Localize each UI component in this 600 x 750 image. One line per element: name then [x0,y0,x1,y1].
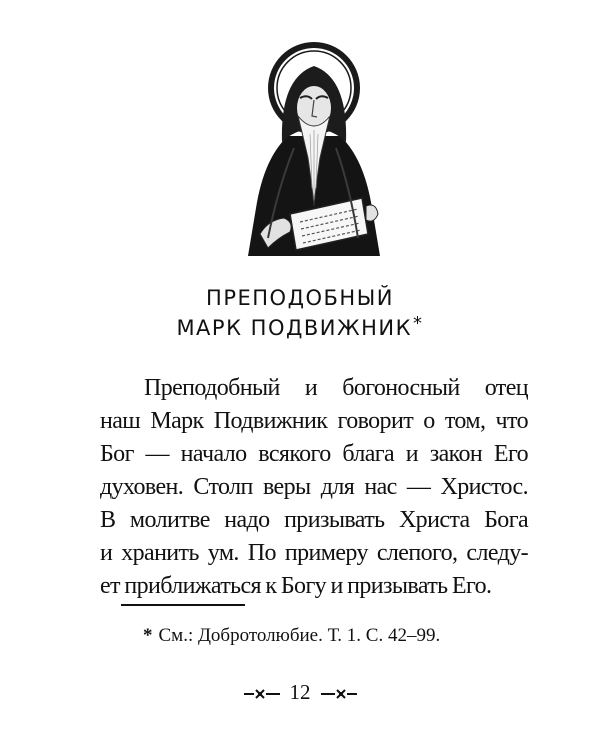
paragraph-line: и хранить ум. По примеру слепого, следу- [100,540,528,566]
left-ornament-icon [242,688,282,700]
paragraph-line: духовен. Столп веры для нас — Христос. [100,474,528,500]
paragraph-line: Преподобный и богоносный отец [144,375,528,401]
body-paragraph [100,372,528,603]
saint-icon [238,38,388,256]
title-text-2: МАРК ПОДВИЖНИК [176,316,413,340]
footnote-text: См.: Добротолюбие. Т. 1. С. 42–99. [158,625,441,646]
footnote-star: * [143,625,153,646]
footnote-divider [121,604,245,606]
page-number: 12 [289,680,311,704]
paragraph-line: В молитве надо призывать Христа Бога [100,507,528,533]
title-line-2 [0,313,600,343]
paragraph-line: ет приближаться к Богу и призывать Его. [100,573,492,599]
title-line-1 [0,283,600,313]
footnote [143,624,440,648]
paragraph-line: Бог — начало всякого блага и закон Его [100,441,528,467]
title-text-1: ПРЕПОДОБНЫЙ [206,286,394,310]
footnote-marker: * [413,313,424,334]
page-number-row [0,678,600,706]
right-ornament-icon [319,688,359,700]
paragraph-line: наш Марк Подвижник говорит о том, что [100,408,528,434]
saint-icon-illustration [238,38,388,256]
